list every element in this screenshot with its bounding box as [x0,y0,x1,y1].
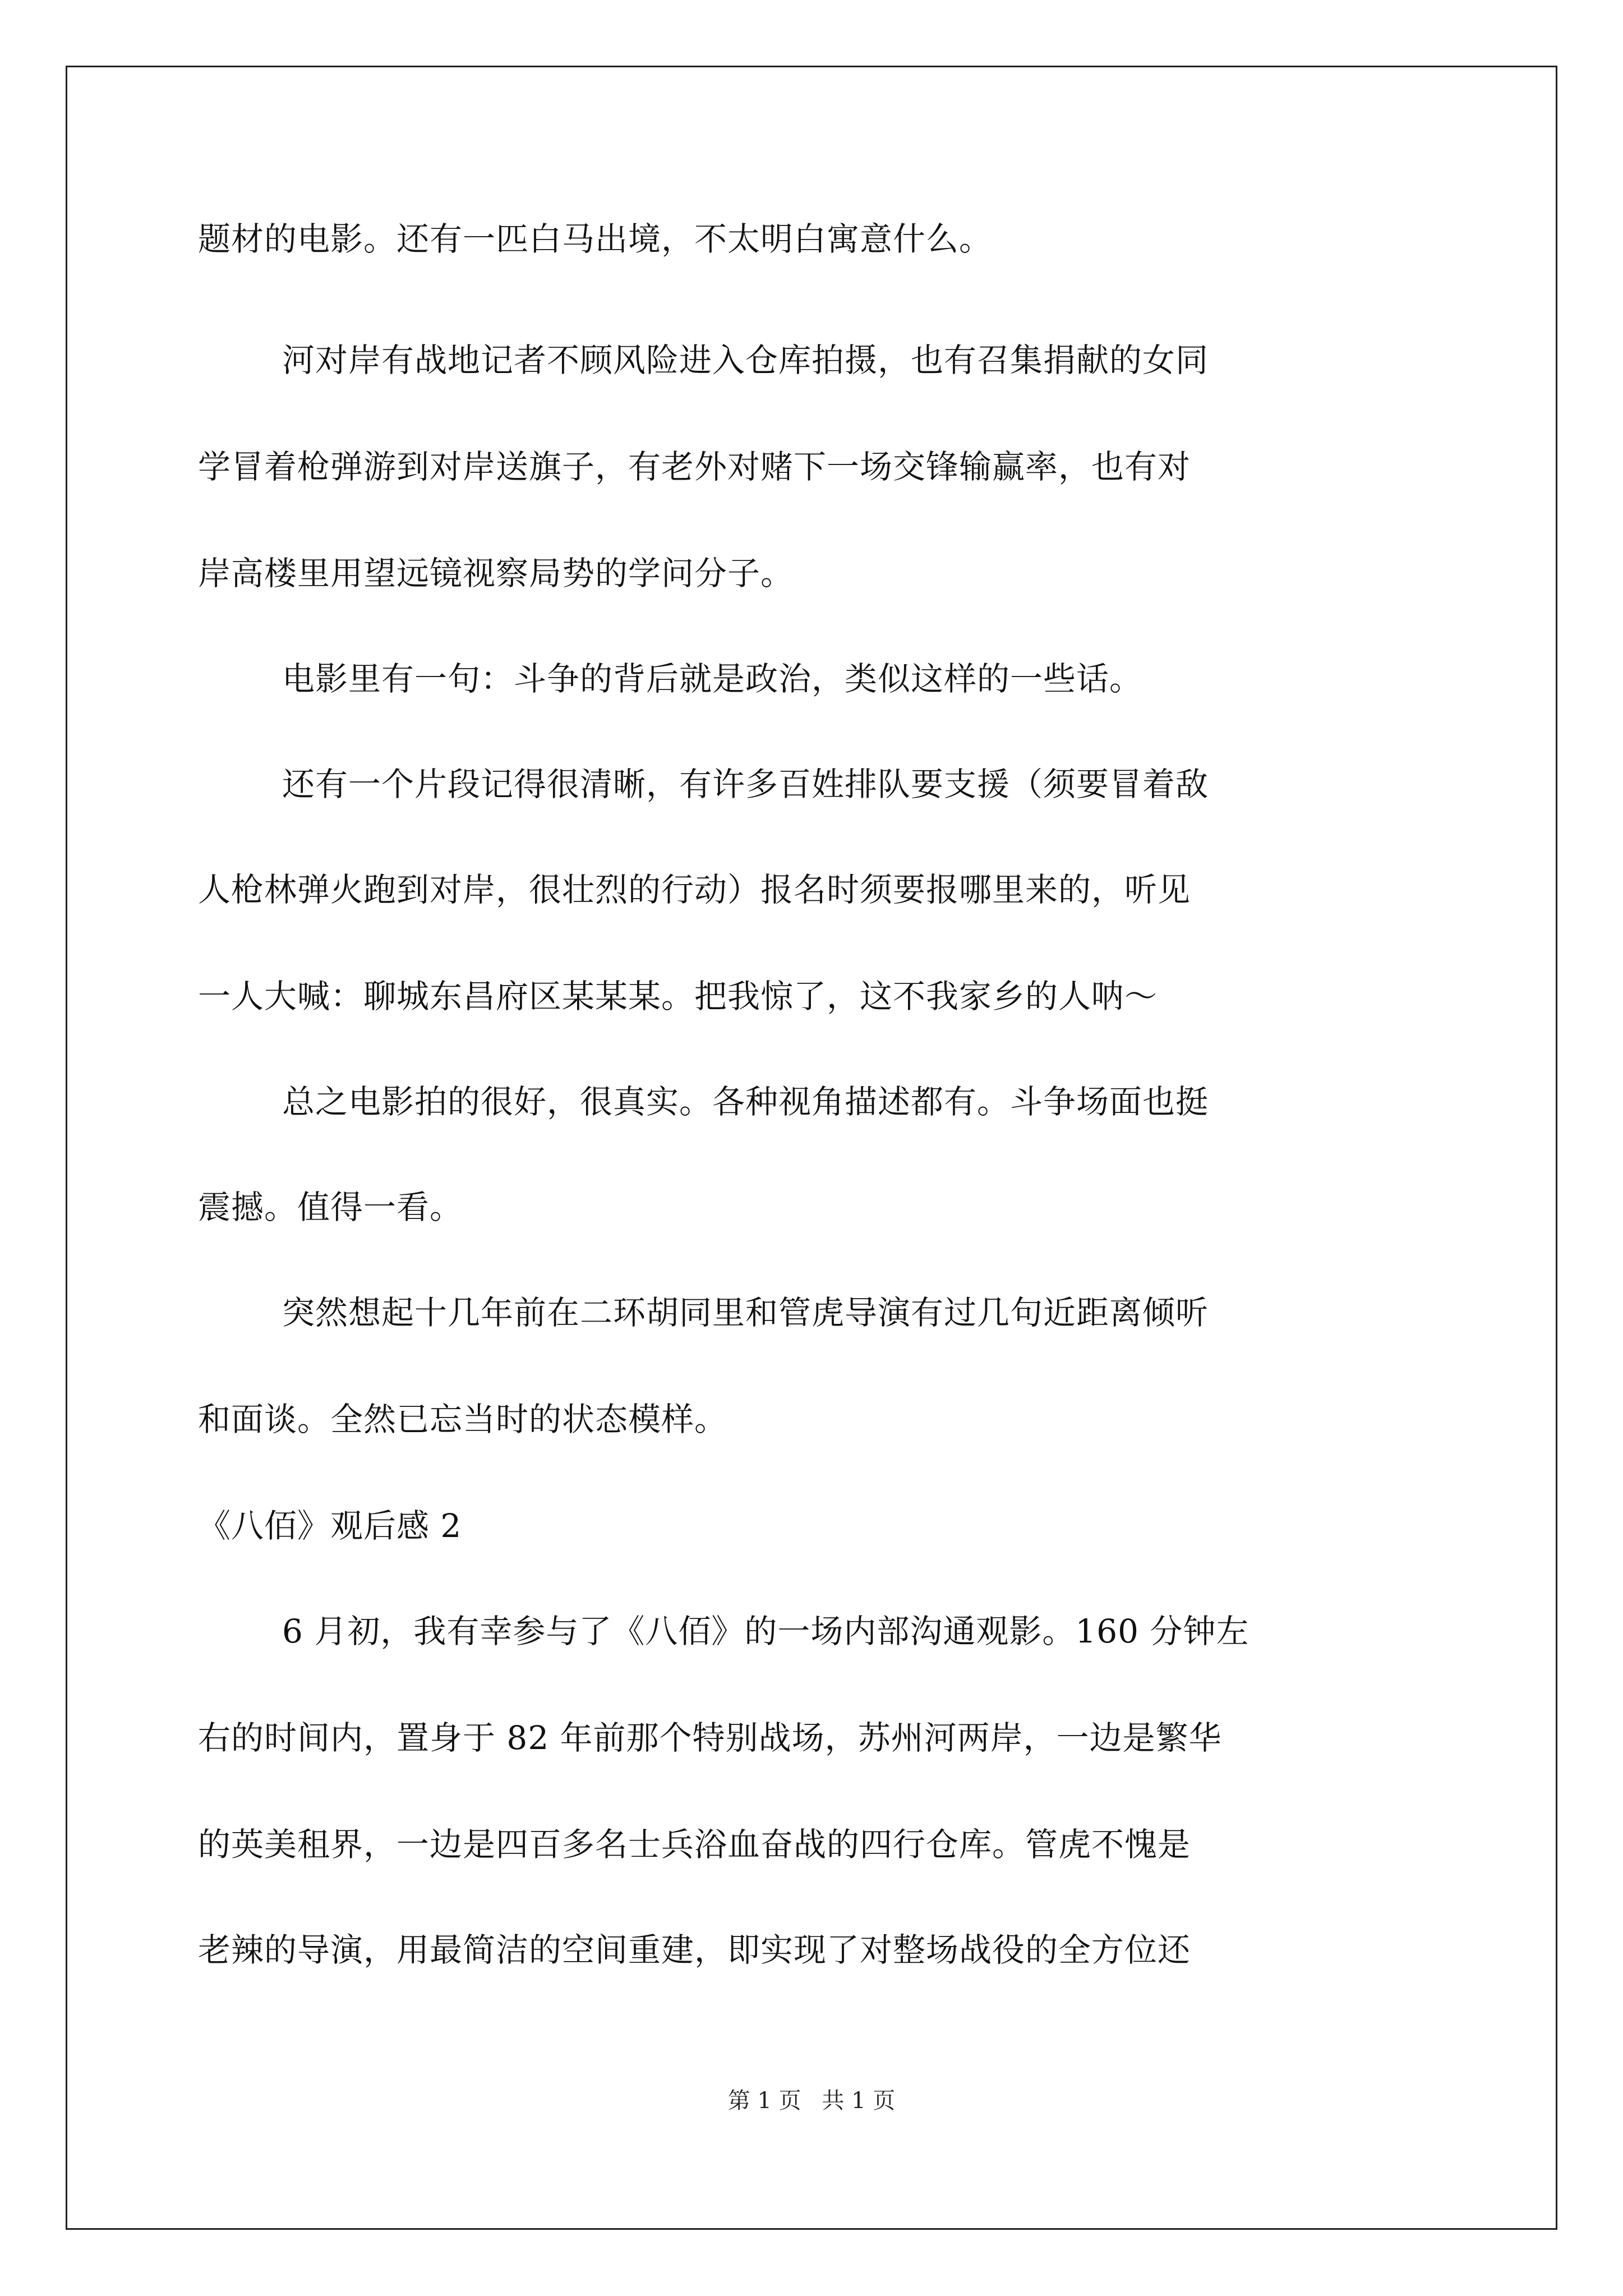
paragraph-line: 还有一个片段记得很清晰，有许多百姓排队要支援（须要冒着敌 [282,765,1209,803]
paragraph-line: 突然想起十几年前在二环胡同里和管虎导演有过几句近距离倾听 [282,1294,1209,1332]
paragraph-line: 电影里有一句：斗争的背后就是政治，类似这样的一些话。 [282,660,1143,698]
paragraph-line: 总之电影拍的很好，很真实。各种视角描述都有。斗争场面也挺 [282,1083,1209,1121]
text-line: 题材的电影。还有一匹白马出境，不太明白寓意什么。 [198,220,993,258]
text-line: 震撼。值得一看。 [198,1188,463,1226]
text-line: 右的时间内，置身于 82 年前那个特别战场，苏州河两岸，一边是繁华 [198,1719,1222,1757]
page-footer [0,2087,1623,2115]
text-line: 和面谈。全然已忘当时的状态模样。 [198,1400,728,1438]
text-line: 一人大喊：聊城东昌府区某某某。把我惊了，这不我家乡的人呐～ [198,977,1158,1015]
paragraph-line: 河对岸有战地记者不顾风险进入仓库拍摄，也有召集捐献的女同 [282,341,1209,379]
page-border [66,66,1557,2230]
page-total: 共 1 页 [822,2088,896,2114]
text-line: 人枪林弹火跑到对岸，很壮烈的行动）报名时须要报哪里来的，听见 [198,871,1191,909]
text-line: 学冒着枪弹游到对岸送旗子，有老外对赌下一场交锋输赢率，也有对 [198,448,1191,486]
page-number: 第 1 页 [727,2088,801,2114]
paragraph-line: 6 月初，我有幸参与了《八佰》的一场内部沟通观影。160 分钟左 [282,1612,1249,1650]
text-line: 的英美租界，一边是四百多名士兵浴血奋战的四行仓库。管虎不愧是 [198,1825,1191,1864]
section-heading: 《八佰》观后感 2 [198,1507,462,1545]
text-line: 老辣的导演，用最简洁的空间重建，即实现了对整场战役的全方位还 [198,1931,1191,1969]
text-line: 岸高楼里用望远镜视察局势的学问分子。 [198,554,794,592]
